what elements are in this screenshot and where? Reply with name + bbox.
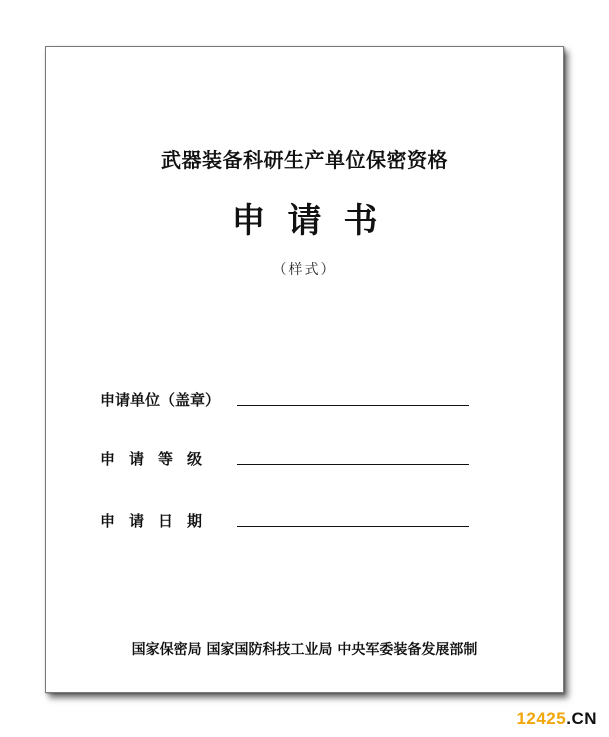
issuer-footer: 国家保密局 国家国防科技工业局 中央军委装备发展部制 (131, 642, 478, 658)
field-application-date (100, 510, 480, 532)
document-main-title: 申请书 (231, 201, 400, 241)
watermark-tld: .CN (566, 709, 597, 728)
site-watermark (516, 709, 597, 729)
application-form-sheet (45, 46, 564, 693)
field-applicant-unit (100, 389, 480, 411)
watermark-number: 12425 (516, 709, 567, 728)
field-application-level (100, 448, 480, 470)
field-label-applicant-unit: 申请单位（盖章） (100, 391, 221, 409)
field-blank-application-level (237, 464, 469, 465)
document-heading: 武器装备科研生产单位保密资格 (161, 148, 448, 172)
document-subtitle: （样式） (272, 262, 337, 278)
field-label-application-date: 申请日期 (100, 512, 217, 530)
field-blank-applicant-unit (237, 405, 469, 406)
field-blank-application-date (237, 526, 469, 527)
field-label-application-level: 申请等级 (100, 450, 217, 468)
